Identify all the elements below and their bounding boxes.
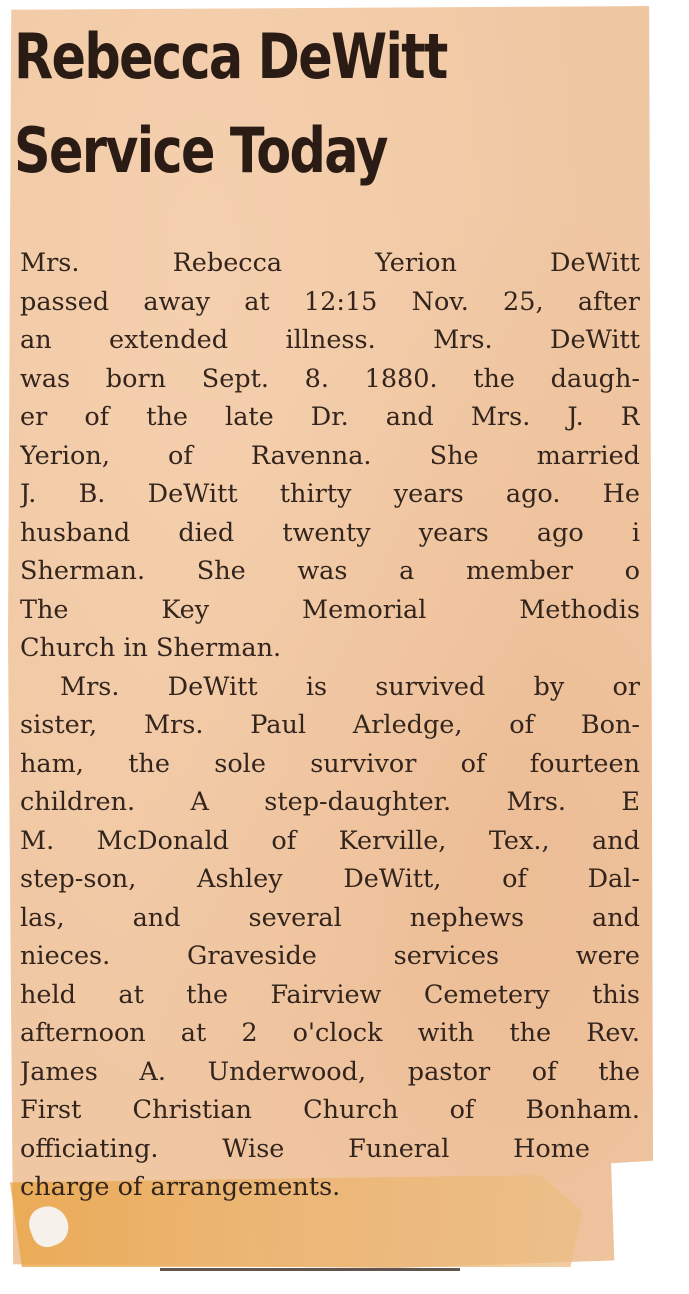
text-line: step-son, Ashley DeWitt, of Dal-	[20, 864, 640, 894]
text-line: was born Sept. 8. 1880. the daugh-	[20, 363, 640, 394]
text-line: husband died twenty years ago i	[20, 517, 640, 548]
obituary-text	[20, 244, 640, 1207]
headline-line-1: Rebecca DeWitt	[14, 20, 447, 93]
text-line: held at the Fairview Cemetery this	[20, 979, 640, 1010]
text-line: sister, Mrs. Paul Arledge, of Bon-	[20, 710, 640, 740]
text-line: children. A step-daughter. Mrs. E	[20, 787, 640, 817]
text-line: charge of arrangements.	[20, 1172, 341, 1202]
text-line: Mrs. DeWitt is survived by or	[60, 671, 640, 702]
text-line: Yerion, of Ravenna. She married	[20, 440, 640, 471]
text-line: James A. Underwood, pastor of the	[20, 1056, 640, 1087]
text-line: J. B. DeWitt thirty years ago. He	[20, 479, 640, 509]
text-line: Church in Sherman.	[20, 633, 282, 663]
text-line: afternoon at 2 o'clock with the Rev.	[20, 1018, 640, 1048]
text-line: las, and several nephews and	[20, 902, 640, 933]
text-line: ham, the sole survivor of fourteen	[20, 748, 640, 779]
text-line: M. McDonald of Kerville, Tex., and	[20, 825, 640, 856]
text-line: nieces. Graveside services were	[20, 941, 640, 971]
text-line: er of the late Dr. and Mrs. J. R	[20, 402, 640, 432]
text-line: passed away at 12:15 Nov. 25, after	[20, 286, 640, 317]
headline	[14, 10, 447, 198]
headline-line-2: Service Today	[14, 114, 387, 187]
text-line: officiating. Wise Funeral Home	[20, 1133, 590, 1164]
text-line: First Christian Church of Bonham.	[20, 1095, 640, 1125]
text-line: an extended illness. Mrs. DeWitt	[20, 325, 640, 355]
column-rule	[160, 1268, 460, 1271]
text-line: Sherman. She was a member o	[20, 556, 640, 586]
text-line: Mrs. Rebecca Yerion DeWitt	[20, 248, 640, 278]
text-line: The Key Memorial Methodis	[20, 594, 640, 625]
